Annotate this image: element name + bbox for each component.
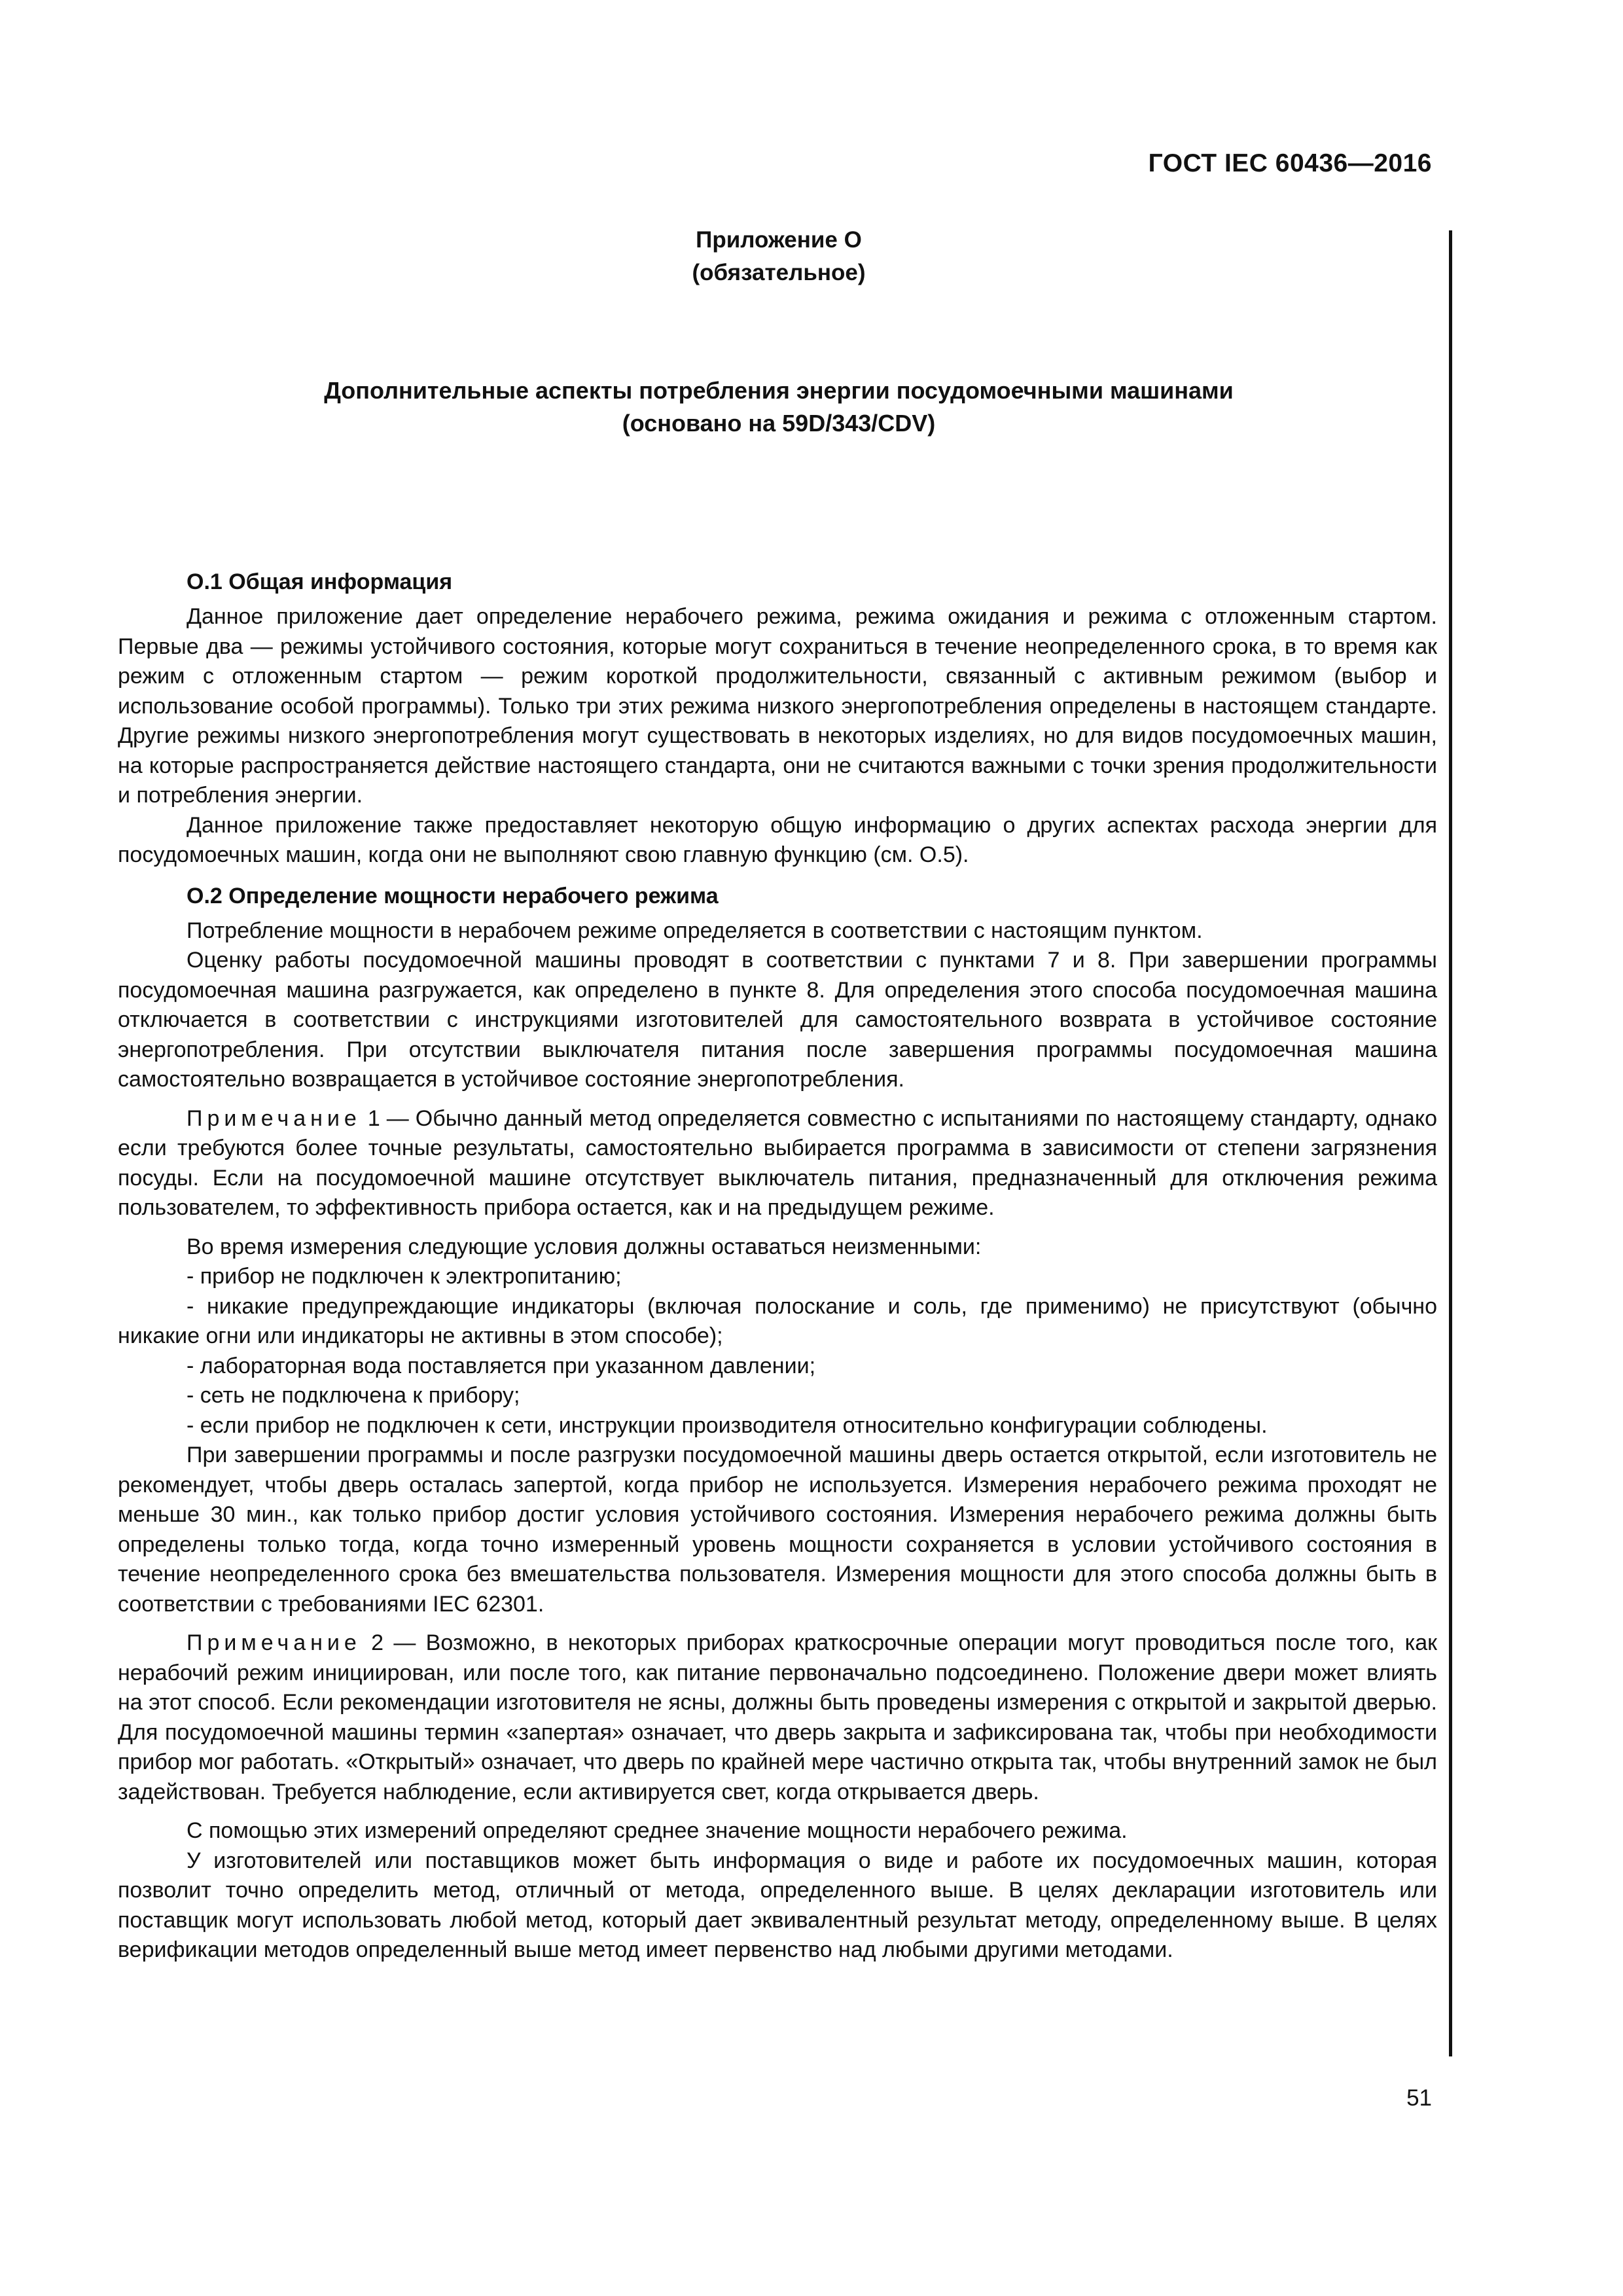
list-item: - если прибор не подключен к сети, инструкции производителя относительно конфигурации соблюдены. bbox=[187, 1412, 1268, 1438]
title-line-2: (основано на 59D/343/CDV) bbox=[622, 410, 936, 437]
section-2-paragraph-3: Во время измерения следующие условия должны оставаться неизменными: bbox=[187, 1234, 982, 1259]
section-2-paragraph-5: С помощью этих измерений определяют среднее значение мощности нерабочего режима. bbox=[187, 1818, 1128, 1843]
list-item: - лабораторная вода поставляется при указанном давлении; bbox=[187, 1353, 816, 1378]
list-item: - никакие предупреждающие индикаторы (включая полоскание и соль, где применимо) не присутствуют (обычно никакие огни или индикаторы не активны в этом способе); bbox=[118, 1293, 1437, 1348]
page-title bbox=[118, 374, 1440, 440]
section-2-paragraph-2: Оценку работы посудомоечной машины проводят в соответствии с пунктами 7 и 8. При завершении программы посудомоечная машина разгружается, как определено в пункте 8. Для определения этого способа посудомоечная машина отключается в соответствии с инструкциями изготовителей для самостоятельного возврата в устойчивое состояние энергопотребления. При отсутствии выключателя питания после завершения программы посудомоечная машина самостоятельно возвращается в устойчивое состояние энергопотребления. bbox=[118, 948, 1437, 1092]
note-2-prefix: Примечание bbox=[187, 1630, 361, 1655]
note-2 bbox=[118, 1628, 1437, 1807]
list-item: - сеть не подключена к прибору; bbox=[187, 1383, 520, 1408]
section-1-paragraph-1: Данное приложение дает определение нерабочего режима, режима ожидания и режима с отложенным стартом. Первые два — режимы устойчивого состояния, которые могут сохраниться в течение неопределенного срока, в то время как режим с отложенным стартом — режим короткой продолжительности, связанный с активным режимом (выбор и использование особой программы). Только три этих режима низкого энергопотребления определены в настоящем стандарте. Другие режимы низкого энергопотребления могут существовать в некоторых изделиях, но для видов посудомоечных машин, на которые распространяется действие настоящего стандарта, они не считаются важными с точки зрения продолжительности и потребления энергии. bbox=[118, 604, 1437, 808]
appendix-status: (обязательное) bbox=[692, 260, 866, 285]
note-1 bbox=[118, 1104, 1437, 1223]
section-1-paragraph-2: Данное приложение также предоставляет некоторую общую информацию о других аспектах расхода энергии для посудомоечных машин, когда они не выполняют свою главную функцию (см. О.5). bbox=[118, 812, 1437, 867]
section-2-paragraph-6: У изготовителей или поставщиков может быть информация о виде и работе их посудомоечных машин, которая позволит точно определить метод, отличный от метода, определенного выше. В целях декларации изготовитель или поставщик могут использовать любой метод, который дает эквивалентный результат методу, определенному выше. В целях верификации методов определенный выше метод имеет первенство над любыми другими методами. bbox=[118, 1848, 1437, 1962]
appendix-label: Приложение О bbox=[696, 227, 862, 253]
section-2-paragraph-1: Потребление мощности в нерабочем режиме определяется в соответствии с настоящим пунктом. bbox=[187, 918, 1203, 943]
note-1-text: 1 — Обычно данный метод определяется совместно с испытаниями по настоящему стандарту, однако если требуются более точные результаты, самостоятельно выбирается программа в зависимости от степени загрязнения посуды. Если на посудомоечной машине отсутствует выключатель питания, предназначенный для отключения режима пользователем, то эффективность прибора остается, как и на предыдущем режиме. bbox=[118, 1105, 1437, 1220]
appendix-heading bbox=[118, 224, 1440, 289]
title-line-1: Дополнительные аспекты потребления энергии посудомоечными машинами bbox=[324, 377, 1234, 404]
document-body bbox=[118, 565, 1437, 1965]
document-code: ГОСТ IEC 60436—2016 bbox=[1148, 149, 1432, 177]
section-2-paragraph-4: При завершении программы и после разгрузки посудомоечной машины дверь остается открытой, если изготовитель не рекомендует, чтобы дверь осталась запертой, когда прибор не используется. Измерения нерабочего режима проходят не меньше 30 мин., как только прибор достиг условия устойчивого состояния. Измерения нерабочего режима должны быть определены только тогда, когда точно измеренный уровень мощности сохраняется в условии устойчивого состояния в течение неопределенного срока без вмешательства пользователя. Измерения мощности для этого способа должны быть в соответствии с требованиями IEC 62301. bbox=[118, 1443, 1437, 1617]
page-number: 51 bbox=[1406, 2085, 1432, 2111]
revision-bar bbox=[1449, 230, 1452, 2056]
section-1-heading: О.1 Общая информация bbox=[187, 569, 453, 594]
list-item: - прибор не подключен к электропитанию; bbox=[187, 1264, 622, 1289]
note-1-prefix: Примечание bbox=[187, 1105, 361, 1131]
note-2-text: 2 — Возможно, в некоторых приборах краткосрочные операции могут проводиться после того, как нерабочий режим инициирован, или после того, как питание первоначально подсоединено. Положение двери может влиять на этот способ. Если рекомендации изготовителя не ясны, должны быть проведены измерения с открытой и закрытой дверью. Для посудомоечной машины термин «запертая» означает, что дверь закрыта и зафиксирована так, чтобы при необходимости прибор мог работать. «Открытый» означает, что дверь по крайней мере частично открыта так, чтобы внутренний замок не был задействован. Требуется наблюдение, если активируется свет, когда открывается дверь. bbox=[118, 1630, 1437, 1804]
section-2-heading: О.2 Определение мощности нерабочего режима bbox=[187, 883, 719, 908]
